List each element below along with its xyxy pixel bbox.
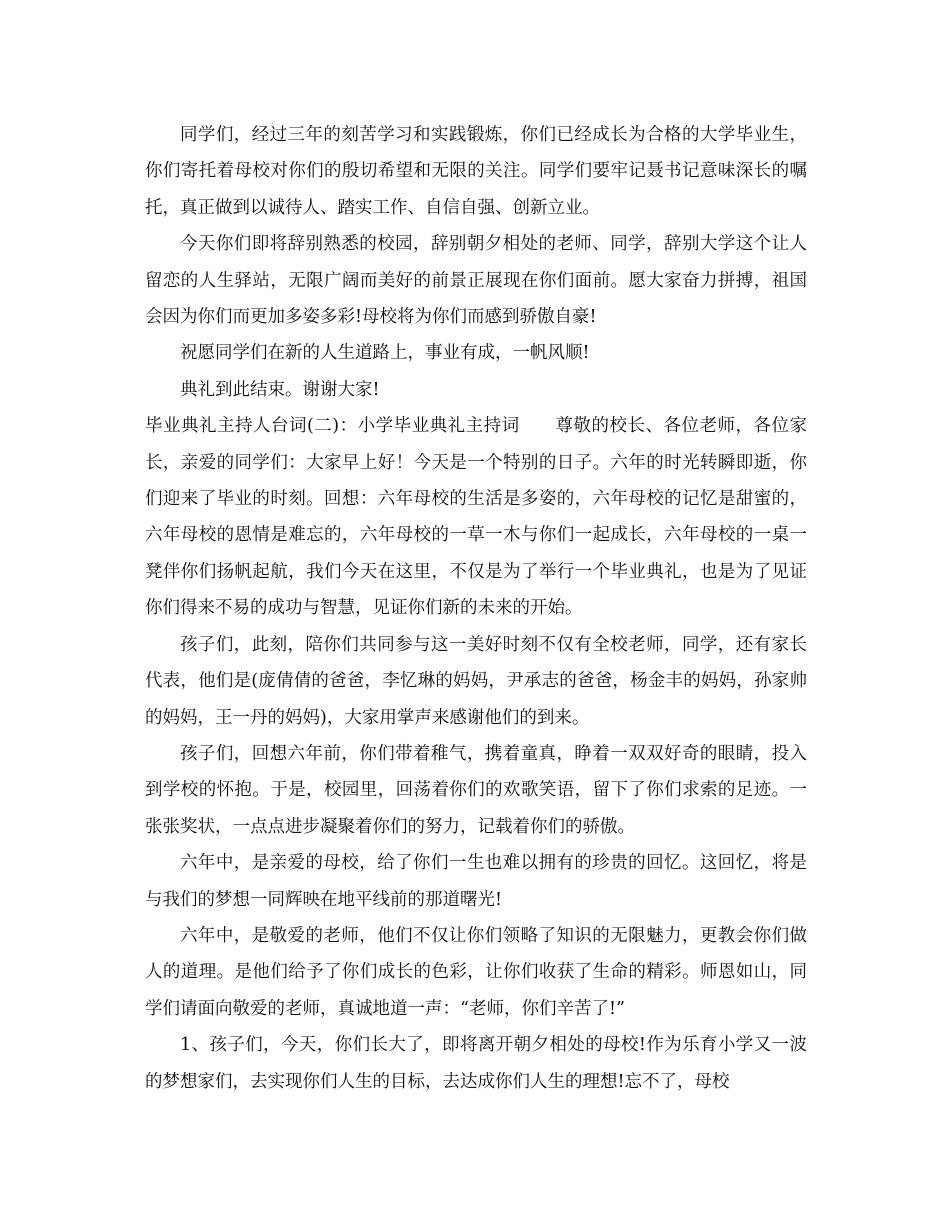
- paragraph-7: 孩子们，回想六年前，你们带着稚气，携着童真，睁着一双双好奇的眼睛，投入到学校的怀抱。于是，校园里，回荡着你们的欢歌笑语，留下了你们求索的足迹。一张张奖状，一点点进步凝聚着你们的努力，记载着你们的骄傲。: [145, 743, 807, 837]
- paragraph-8: 六年中，是亲爱的母校，给了你们一生也难以拥有的珍贵的回忆。这回忆，将是与我们的梦想一同辉映在地平线前的那道曙光!: [145, 853, 807, 910]
- paragraph-4: 典礼到此结束。谢谢大家!: [180, 379, 380, 400]
- paragraph-6: 孩子们，此刻，陪你们共同参与这一美好时刻不仅有全校老师，同学，还有家长代表，他们是(庞倩倩的爸爸，李忆琳的妈妈，尹承志的爸爸，杨金丰的妈妈，孙家帅的妈妈，王一丹的妈妈)，大家用掌声来感谢他们的到来。: [145, 634, 807, 728]
- document-body: [145, 117, 807, 1100]
- paragraph-10: 1、孩子们，今天，你们长大了，即将离开朝夕相处的母校!作为乐育小学又一波的梦想家们，去实现你们人生的目标，去达成你们人生的理想!忘不了，母校: [145, 1035, 807, 1092]
- paragraph-9: 六年中，是敬爱的老师，他们不仅让你们领略了知识的无限魅力，更教会你们做人的道理。是他们给予了你们成长的色彩，让你们收获了生命的精彩。师恩如山，同学们请面向敬爱的老师，真诚地道一声：“老师，你们辛苦了!”: [145, 925, 807, 1019]
- paragraph-2: 今天你们即将辞别熟悉的校园，辞别朝夕相处的老师、同学，辞别大学这个让人留恋的人生驿站，无限广阔而美好的前景正展现在你们面前。愿大家奋力拼搏，祖国会因为你们而更加多姿多彩!母校将为你们而感到骄傲自豪!: [145, 234, 807, 328]
- paragraph-5: 毕业典礼主持人台词(二)：小学毕业典礼主持词 尊敬的校长、各位老师，各位家长，亲爱的同学们：大家早上好！今天是一个特别的日子。六年的时光转瞬即逝，你们迎来了毕业的时刻。回想：六年母校的生活是多姿的，六年母校的记忆是甜蜜的，六年母校的恩情是难忘的，六年母校的一草一木与你们一起成长，六年母校的一桌一凳伴你们扬帆起航，我们今天在这里，不仅是为了举行一个毕业典礼，也是为了见证你们得来不易的成功与智慧，见证你们新的未来的开始。: [145, 416, 807, 619]
- paragraph-1: 同学们，经过三年的刻苦学习和实践锻炼，你们已经成长为合格的大学毕业生，你们寄托着母校对你们的殷切希望和无限的关注。同学们要牢记聂书记意味深长的嘱托，真正做到以诚待人、踏实工作、自信自强、创新立业。: [145, 125, 807, 218]
- paragraph-3: 祝愿同学们在新的人生道路上，事业有成，一帆风顺!: [180, 343, 590, 364]
